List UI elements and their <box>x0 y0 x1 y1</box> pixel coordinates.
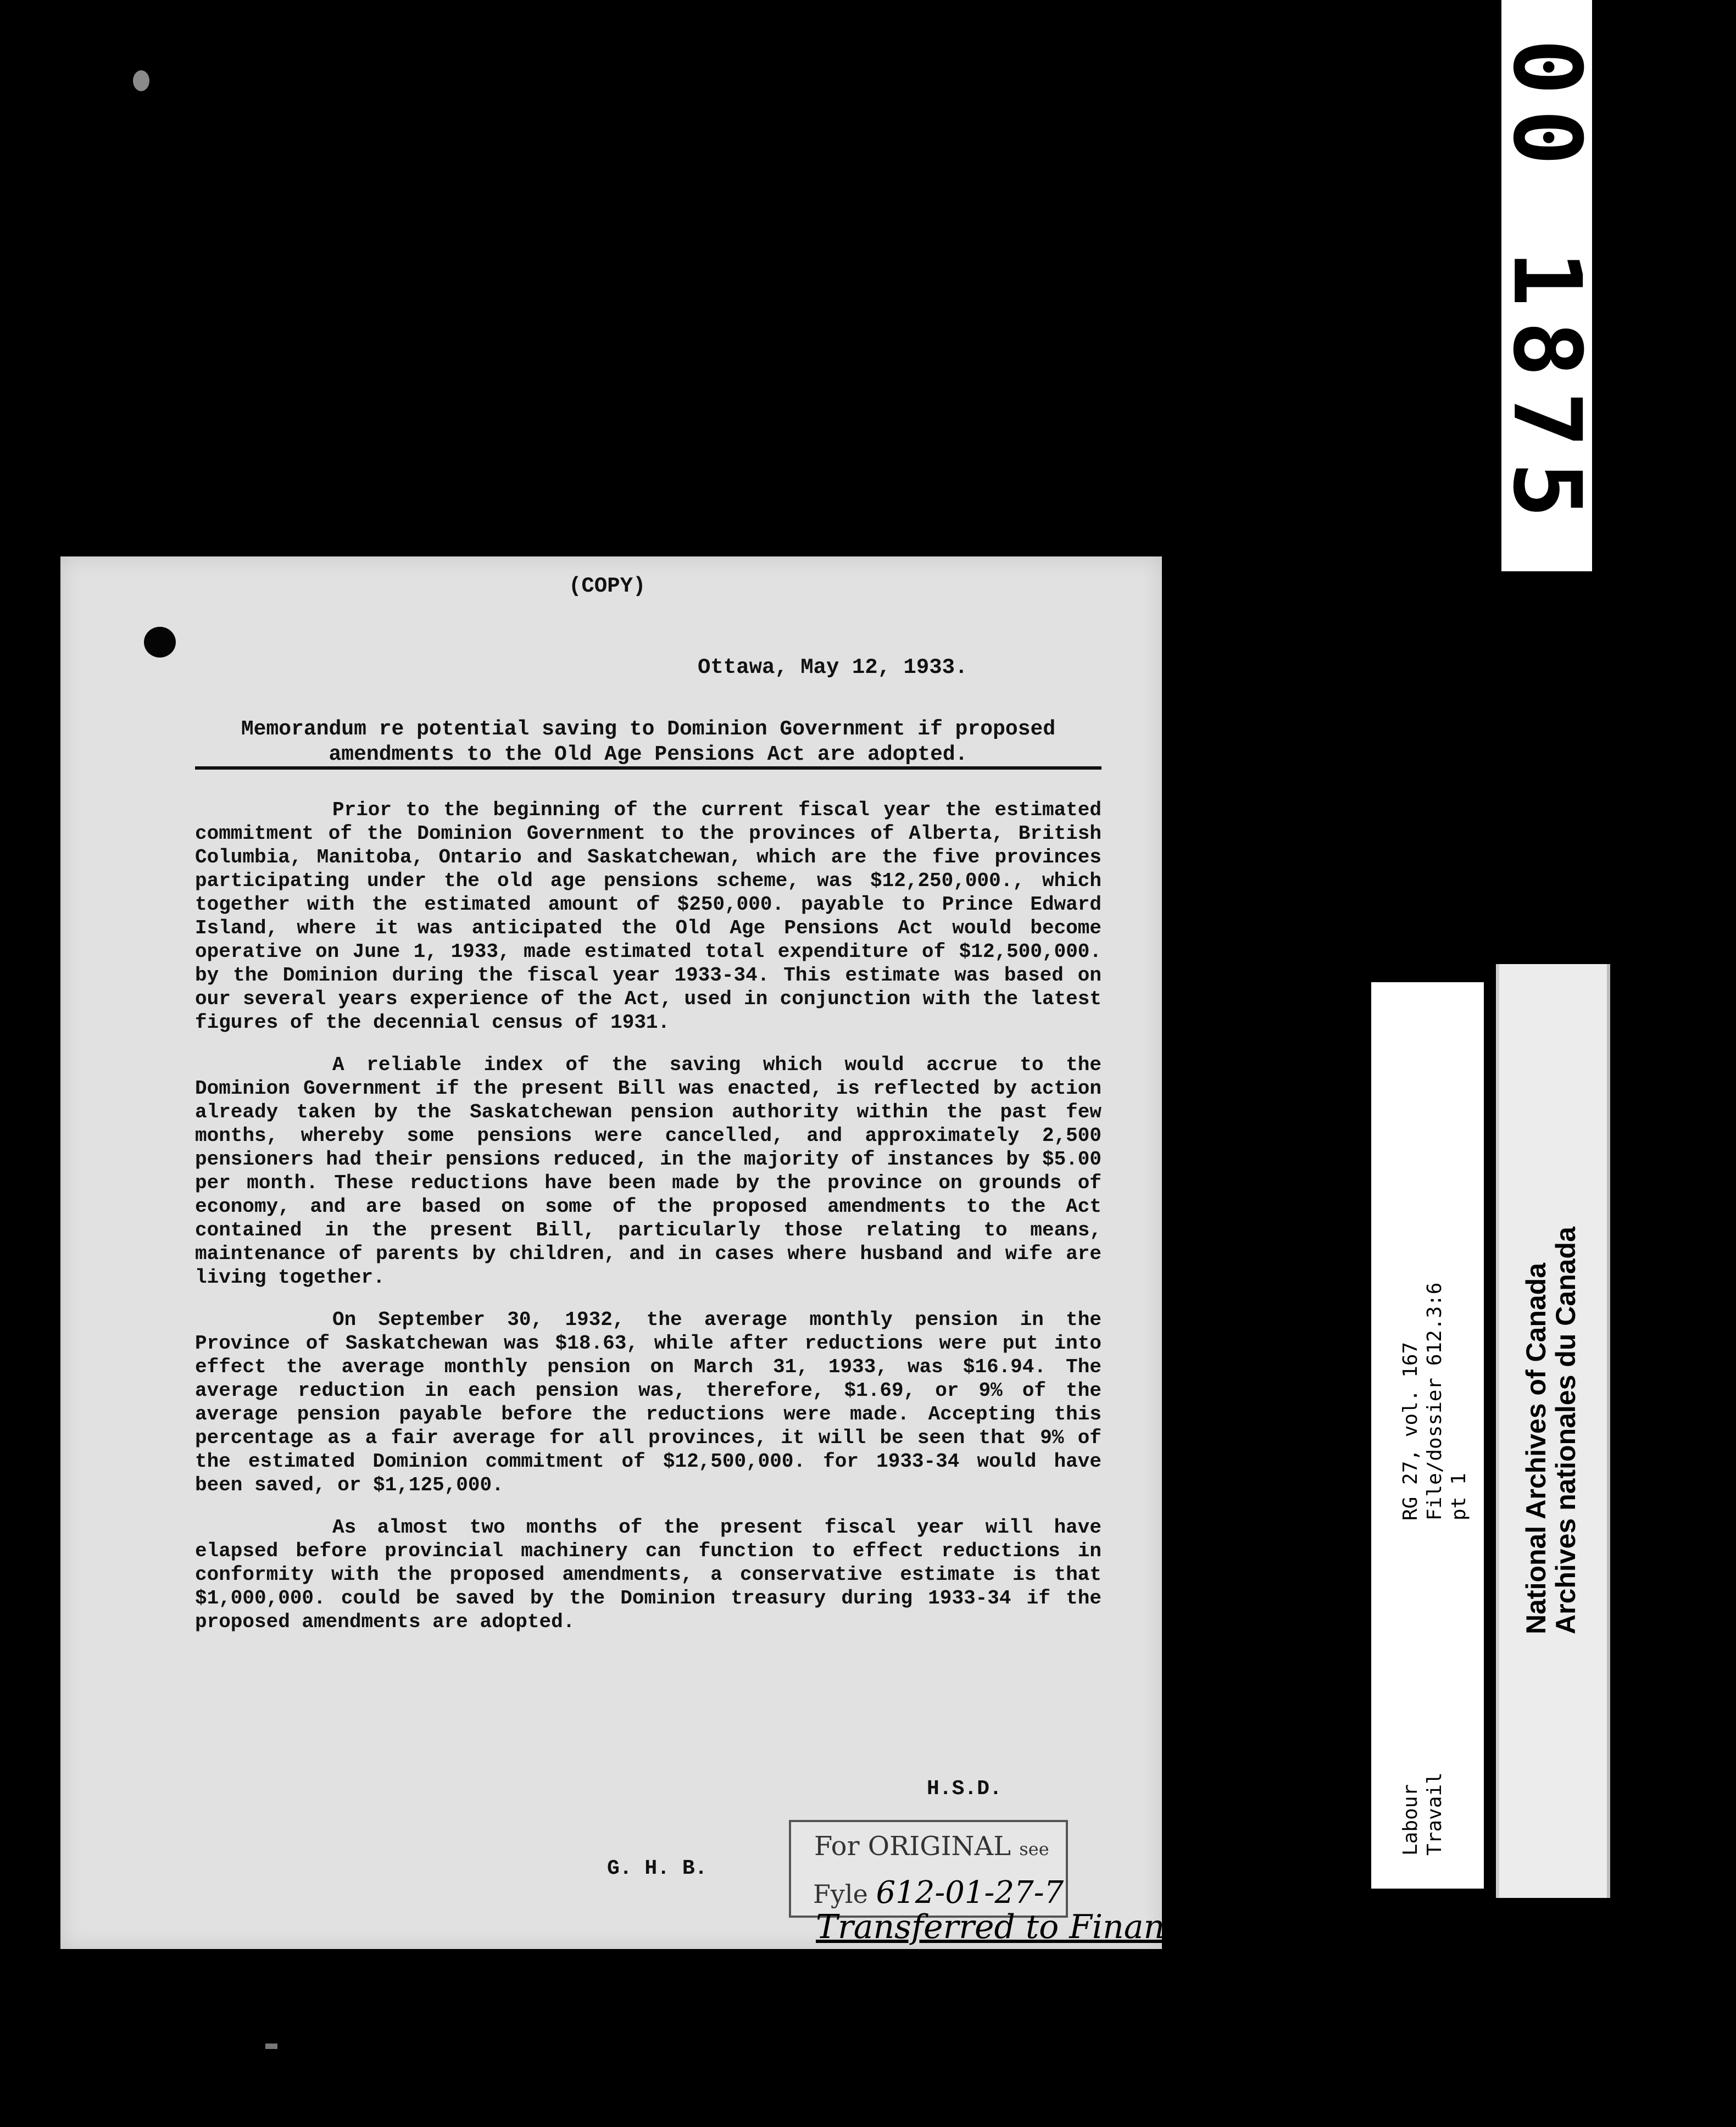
body-paragraph: On September 30, 1932, the average monthly pension in the Province of Saskatchewan was $18.63, while after reductions were put into effect the average monthly pension on March 31, 1933, was $16.94. The average reduction in each pension was, therefore, $1.69, or 9% of the average pension payable before the reductions were made. Accepting this percentage as a fair average for all provinces, it will be seen that 9% of the estimated Dominion commitment of $12,500,000. for 1933-34 would have been saved, or $1,125,000. <box>195 1309 1101 1496</box>
copy-label: (COPY) <box>569 574 646 598</box>
body-paragraph: Prior to the beginning of the current fiscal year the estimated commitment of the Dominion Government to the provinces of Alberta, British Columbia, Manitoba, Ontario and Saskatchewan, which are the five provinces participating under the old age pensions scheme, was $12,250,000., which together with the estimated amount of $250,000. payable to Prince Edward Island, where it was anticipated the Old Age Pensions Act would become operative on June 1, 1933, made estimated total expenditure of $12,500,000. by the Dominion during the fiscal year 1933-34. This estimate was based on our several years experience of the Act, used in conjunction with the latest figures of the decennial census of 1931. <box>195 799 1101 1034</box>
memo-heading <box>195 717 1101 767</box>
archive-names <box>1521 1227 1581 1634</box>
dept-line: Travail <box>1423 1772 1446 1856</box>
original-file-stamp <box>789 1820 1068 1918</box>
archive-name-fr: Archives nationales du Canada <box>1550 1227 1581 1634</box>
stamp-line1 <box>814 1831 1049 1862</box>
memo-heading-line2: amendments to the Old Age Pensions Act are adopted. <box>329 743 968 766</box>
ref-line: File/dossier 612.3:6 <box>1423 1282 1446 1521</box>
dept-line: Labour <box>1399 1784 1422 1856</box>
memo-body <box>195 798 1101 1652</box>
signature-initials-hsd: H.S.D. <box>927 1777 1002 1801</box>
frame-number-text: 00 1875 <box>1492 38 1601 533</box>
signature-initials-ghb: G. H. B. <box>607 1857 708 1880</box>
body-paragraph: As almost two months of the present fiscal year will have elapsed before provincial machinery can function to effect reductions in conformity with the proposed amendments, a conservative estimate is that $1,000,000. could be saved by the Dominion treasury during 1933-34 if the proposed amendments are adopted. <box>195 1516 1101 1633</box>
archive-reference-label <box>1371 982 1484 1889</box>
date-line: Ottawa, May 12, 1933. <box>698 655 968 680</box>
ref-line: pt 1 <box>1448 1473 1470 1521</box>
stamp-fyle-label: Fyle <box>813 1879 868 1909</box>
ref-line: RG 27, vol. 167 <box>1399 1341 1422 1521</box>
stamp-file-number: 612-01-27-7 <box>876 1875 1064 1911</box>
handwritten-transfer-note: Transferred to Finance <box>816 1908 1203 1946</box>
memorandum-page <box>60 556 1203 1949</box>
archive-name-en: National Archives of Canada <box>1521 1262 1551 1634</box>
microfilm-frame-number <box>1492 0 1601 571</box>
film-speck <box>265 2044 277 2049</box>
film-speck <box>133 70 149 91</box>
department-block <box>1399 1772 1447 1856</box>
stamp-for-original: For ORIGINAL <box>814 1831 1011 1862</box>
body-paragraph: A reliable index of the saving which would accrue to the Dominion Government if the present Bill was enacted, is reflected by action already taken by the Saskatchewan pension authority within the past few months, whereby some pensions were cancelled, and approximately 2,500 pensioners had their pensions reduced, in the majority of instances by $5.00 per month. These reductions have been made by the province on grounds of economy, and are based on some of the proposed amendments to the Act contained in the present Bill, particularly those relating to means, maintenance of parents by children, and in cases where husband and wife are living together. <box>195 1054 1101 1289</box>
stamp-line2 <box>813 1875 1064 1911</box>
reference-block <box>1399 1283 1471 1521</box>
heading-underline <box>195 766 1101 770</box>
memo-heading-line1: Memorandum re potential saving to Dominion Government if proposed <box>241 717 1056 741</box>
stamp-see: see <box>1019 1839 1049 1859</box>
punch-hole <box>144 627 176 658</box>
national-archives-card <box>1496 964 1610 1898</box>
